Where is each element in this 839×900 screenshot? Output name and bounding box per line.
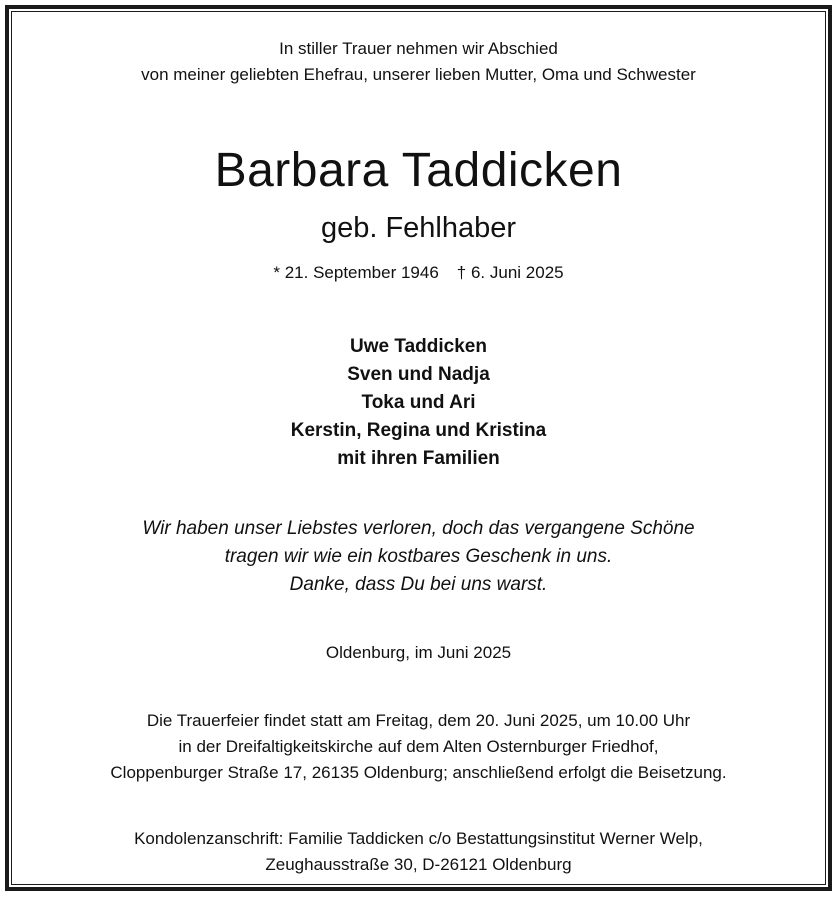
intro-line-1: In stiller Trauer nehmen wir Abschied	[279, 39, 558, 58]
deceased-name: Barbara Taddicken	[214, 144, 623, 197]
death-date: † 6. Juni 2025	[456, 263, 564, 282]
quote-line: tragen wir wie ein kostbares Geschenk in uns.	[224, 546, 613, 567]
quote-line: Danke, dass Du bei uns warst.	[289, 574, 548, 595]
life-dates	[9, 263, 828, 283]
mourner-line: Sven und Nadja	[347, 364, 490, 385]
birth-date: * 21. September 1946	[273, 263, 439, 282]
intro-line-2: von meiner geliebten Ehefrau, unserer lieben Mutter, Oma und Schwester	[141, 65, 696, 84]
service-line: in der Dreifaltigkeitskirche auf dem Alten Osternburger Friedhof,	[178, 737, 659, 756]
maiden-name: geb. Fehlhaber	[320, 212, 517, 244]
mourner-line: Kerstin, Regina und Kristina	[290, 420, 547, 441]
mourner-line: Uwe Taddicken	[350, 336, 487, 357]
mourner-line: mit ihren Familien	[337, 448, 500, 469]
service-line: Cloppenburger Straße 17, 26135 Oldenburg; anschließend erfolgt die Beisetzung.	[110, 763, 727, 782]
obituary-frame	[5, 5, 832, 891]
service-line: Die Trauerfeier findet statt am Freitag, dem 20. Juni 2025, um 10.00 Uhr	[146, 711, 691, 730]
quote-line: Wir haben unser Liebstes verloren, doch das vergangene Schöne	[142, 518, 695, 539]
place-date: Oldenburg, im Juni 2025	[325, 643, 512, 662]
mourner-line: Toka und Ari	[361, 392, 476, 413]
condolence-line: Kondolenzanschrift: Familie Taddicken c/o Bestattungsinstitut Werner Welp,	[134, 829, 703, 848]
condolence-line: Zeughausstraße 30, D-26121 Oldenburg	[265, 855, 572, 874]
